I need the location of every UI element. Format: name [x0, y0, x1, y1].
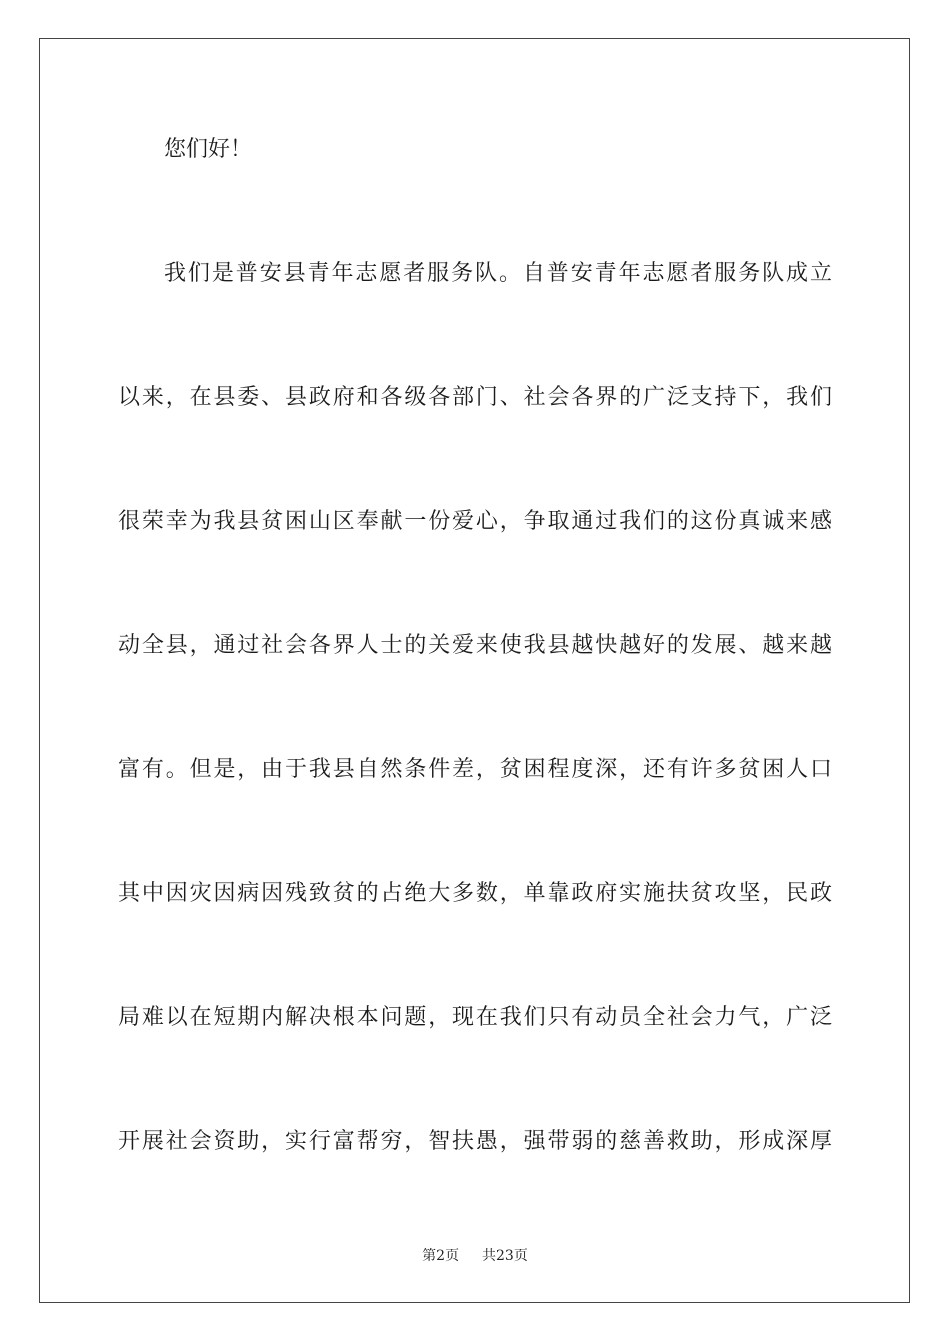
paragraph-line: 很荣幸为我县贫困山区奉献一份爱心，争取通过我们的这份真诚来感 [118, 509, 832, 534]
paragraph-line: 其中因灾因病因残致贫的占绝大多数，单靠政府实施扶贫攻坚，民政 [118, 881, 832, 906]
greeting-text: 您们好！ [164, 137, 253, 162]
paragraph-line: 以来，在县委、县政府和各级各部门、社会各界的广泛支持下，我们 [118, 385, 832, 410]
paragraph-line: 我们是普安县青年志愿者服务队。自普安青年志愿者服务队成立 [164, 261, 832, 286]
page-number: 第2页 [422, 1248, 460, 1264]
paragraph-line: 局难以在短期内解决根本问题，现在我们只有动员全社会力气，广泛 [118, 1005, 832, 1030]
paragraph-line: 富有。但是，由于我县自然条件差，贫困程度深，还有许多贫困人口 [118, 757, 832, 782]
paragraph-line: 开展社会资助，实行富帮穷，智扶愚，强带弱的慈善救助，形成深厚 [118, 1129, 832, 1154]
page-footer [0, 1246, 950, 1266]
page-border [39, 38, 910, 1303]
paragraph-line: 动全县，通过社会各界人士的关爱来使我县越快越好的发展、越来越 [118, 633, 832, 658]
page-total: 共23页 [482, 1248, 528, 1264]
